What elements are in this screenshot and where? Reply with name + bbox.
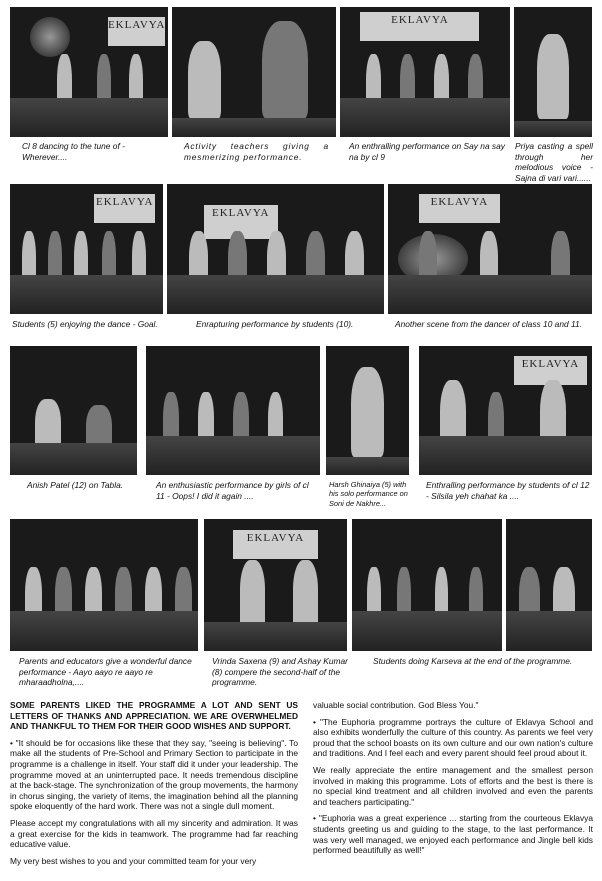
letter-2-paragraph-2: We really appreciate the entire management and the smallest person involved in making this programme. Lots of efforts and the best is there is no special kind treatment and all children involved and even the parents and teachers participating." xyxy=(313,764,593,807)
photo-parents-dance xyxy=(10,519,198,651)
photo-class10-11 xyxy=(388,184,592,314)
caption-students-10: Enrapturing performance by students (10). xyxy=(196,319,354,329)
caption-say-na: An enthralling performance on Say na say na by cl 9 xyxy=(349,141,505,162)
letter-1-paragraph-2: Please accept my congratulations with all my sincerity and admiration. It was a great exercise for the kids in teamwork. The programme had far reaching educative value. xyxy=(10,817,298,850)
caption-cl8-dancing: Cl 8 dancing to the tune of - Wherever.... xyxy=(22,141,125,162)
caption-parents-dance: Parents and educators give a wonderful dance performance - Aayo aayo re aayo re mharaadholna,.... xyxy=(19,656,192,687)
eklavya-banner: EKLAVYA xyxy=(419,194,501,223)
photo-girls-cl11 xyxy=(146,346,320,475)
eklavya-banner: EKLAVYA xyxy=(360,12,479,41)
article-heading: SOME PARENTS LIKED THE PROGRAMME A LOT AND SENT US LETTERS OF THANKS AND APPRECIATION. WE ARE OVERWHELMED AND THANKFUL TO THEM FOR THEIR GOOD WISHES AND SUPPORT. xyxy=(10,700,298,732)
photo-compere xyxy=(204,519,347,651)
photo-activity-teachers xyxy=(172,7,336,137)
letter-1-closing: valuable social contribution. God Bless You." xyxy=(313,700,479,710)
photo-karseva-2 xyxy=(506,519,592,651)
photo-say-na-cl9 xyxy=(340,7,510,137)
eklavya-banner: EKLAVYA xyxy=(204,205,278,239)
article-right-column xyxy=(313,700,593,862)
caption-students-goal: Students (5) enjoying the dance - Goal. xyxy=(12,319,158,329)
article-left-column xyxy=(10,700,298,872)
eklavya-banner: EKLAVYA xyxy=(108,17,165,46)
letter-1-paragraph-1: • "It should be for occasions like these that they say, "seeing is believing". To make all the students of Pre-School and Primary Section to participate in the programme is a challenge in itself. Your staff did it under your leadership. The programme moved at an uninterrupted pace. It needs tremendous discipline at the back-stage. The synchronization of the group movements, the harmony in chorus singing, the variety of items, the imagination behind all the planning spoke eloquently of the hard work. There was not a single dull moment. xyxy=(10,737,298,812)
caption-cl12-silsila: Enthralling performance by students of cl 12 - Silsila yeh chahat ka .... xyxy=(426,480,590,501)
letter-1-paragraph-3: My very best wishes to you and your committed team for your very xyxy=(10,855,257,866)
caption-class10-11: Another scene from the dancer of class 10 and 11. xyxy=(395,319,582,329)
photo-harsh-solo xyxy=(326,346,409,475)
caption-activity-teachers: Activity teachers giving a mesmerizing performance. xyxy=(184,141,329,162)
photo-cl12-silsila xyxy=(419,346,592,475)
letter-3-paragraph-1: • "Euphoria was a great experience ... starting from the courteous Eklavya students greeting us and guiding to the stage, to the last performance. It was very well managed, we enjoyed each performance and Jingle bell kids performed beautifully as well!" xyxy=(313,813,593,856)
photo-students-goal xyxy=(10,184,163,314)
caption-harsh-solo: Harsh Ghinaiya (5) with his solo performance on Soni de Nakhre... xyxy=(329,480,408,508)
eklavya-banner: EKLAVYA xyxy=(514,356,587,384)
caption-priya: Priya casting a spell through her melodious voice - Sajna di vari vari...... xyxy=(515,141,593,183)
photo-students-10 xyxy=(167,184,384,314)
caption-karseva: Students doing Karseva at the end of the programme. xyxy=(373,656,573,666)
letter-2-paragraph-1: • "The Euphoria programme portrays the culture of Eklavya School and also exhibits wonderfully the culture of this country. As parents we feel very proud that the school boasts on its own culture and our own nation's culture and traditions. And I feel each and every parent should feel proud about it. xyxy=(313,716,593,759)
eklavya-banner: EKLAVYA xyxy=(233,530,319,559)
caption-girls-cl11: An enthusiastic performance by girls of cl 11 - Oops! I did it again .... xyxy=(156,480,309,501)
photo-karseva-1 xyxy=(352,519,502,651)
photo-priya-singing xyxy=(514,7,592,137)
photo-anish-tabla xyxy=(10,346,137,475)
photo-cl8-dancing xyxy=(10,7,168,137)
eklavya-banner: EKLAVYA xyxy=(94,194,155,223)
caption-anish-tabla: Anish Patel (12) on Tabla. xyxy=(27,480,124,490)
caption-compere: Vrinda Saxena (9) and Ashay Kumar (8) compere the second-half of the programme. xyxy=(212,656,348,687)
